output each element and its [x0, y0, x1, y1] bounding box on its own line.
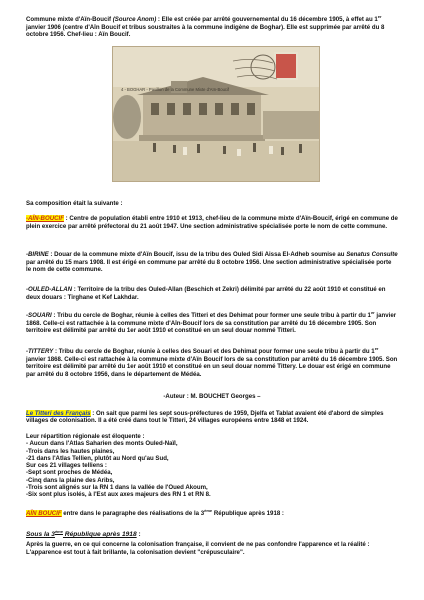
list-item: -Cinq dans la plaine des Aribs,: [26, 476, 115, 484]
heading-part-b: République après 1918: [62, 531, 137, 538]
birine-text-b: par arrêté du 15 mars 1908. Il est érigé en commune par arrêté du 8 octobre 1956. Une section administrative spécialisée porte le nom de cette commune.: [26, 258, 392, 274]
republic-text-b: République après 1918 :: [212, 510, 284, 517]
tittery-sup: er: [374, 345, 379, 351]
list-item: - Aucun dans l'Atlas Saharien des monts Ouled-Naïl,: [26, 440, 178, 448]
list-item: Leur répartition régionale est éloquente :: [26, 433, 145, 440]
birine-text-a: : Douar de la commune mixte d'Aïn Boucif, issu de la tribu des Ouled Sidi Aissa El-Adheb soumise au: [48, 251, 347, 258]
list-item: -Sept sont proches de Médéa,: [26, 469, 113, 477]
republic-sup: ème: [204, 507, 213, 513]
postcard-illustration: [113, 47, 319, 181]
birine-label: -BIRINE: [26, 251, 49, 258]
senatus-consulte: Senatus Consulte: [346, 251, 398, 258]
birine-entry: [26, 251, 398, 274]
republic-text-a: entre dans le paragraphe des réalisations de la 3: [61, 510, 205, 517]
list-item: -Trois sont alignés sur la RN 1 dans la vallée de l'Oued Akoum,: [26, 484, 208, 492]
composition-heading: Sa composition était la suivante :: [26, 200, 123, 207]
list-item: -21 dans l'Atlas Tellien, plutôt au Nord qu'au Sud,: [26, 454, 169, 462]
source-note: (Source Anom): [112, 16, 157, 23]
list-item: -Six sont plus isolés, à l'Est aux axes majeurs des RN 1 et RN 8.: [26, 491, 211, 499]
intro-sup: er: [377, 13, 382, 19]
tittery-entry: [26, 345, 398, 378]
souari-text-b: janvier 1868. Celle-ci est rattachée à la commune mixte d'Aïn-Boucif lors de sa constitution par arrêté du 16 décembre 1905. Son territoire est délimité par arrêté du 1er août 1910 et constitué en un seul douar nommé Titteri.: [26, 312, 397, 335]
commune-name: Commune mixte d'Aïn-Boucif: [26, 16, 112, 23]
ain-boucif-label-2: AÏN BOUCIF: [26, 510, 62, 517]
postage-stamp: [275, 53, 297, 79]
list-item: Sur ces 21 villages telliens :: [26, 462, 107, 470]
ain-boucif-text: : Centre de population établi entre 1910 et 1913, chef-lieu de la commune mixte d'Aïn-Boucif, érigé en commune de plein exercice par arrêté préfectoral du 21 août 1947. Une section administrative spécialisée porte le nom de cette commune.: [26, 215, 398, 230]
souari-text-a: : Tribu du cercle de Boghar, réunie à celles des Titteri et des Dehimat pour former une seule tribu à partir du 1: [51, 312, 371, 319]
tittery-text-a: : Tribu du cercle de Boghar, réunie à celles des Souari et des Dehimat pour former une seule tribu à partir du 1: [53, 348, 375, 355]
tittery-text-b: janvier 1868. Celle-ci est rattachée à la commune mixte d'Aïn Boucif lors de sa constitution par arrêté du 16 décembre 1905. Son territoire est délimité par arrêté du 1er août 1910 et constitué en un seul douar nommé Tittery. Le douar est érigé en commune par arrêté du 8 octobre 1956, dans le département de Médéa.: [26, 355, 398, 378]
ouled-allan-label: -OULED-ALLAN: [26, 286, 73, 293]
author-line: -Auteur : M. BOUCHET Georges –: [163, 393, 261, 400]
ain-boucif-label: -AÏN-BOUCIF: [26, 215, 64, 222]
souari-entry: [26, 309, 398, 335]
heading-sup: ème: [54, 528, 63, 534]
titteri-text: : On sait que parmi les sept sous-préfectures de 1959, Djelfa et Tablat avaient été d'abord de simples villages de colonisation. Il a été créé dans tout le Titteri, 24 villages européens entre 1848 et 1924.: [26, 410, 384, 425]
ouled-allan-text: : Territoire de la tribu des Ouled-Allan (Beschich et Zekri) délimité par arrêté du 22 août 1910 et constitué en deux douars : Tirghane et Kef Lakhdar.: [26, 286, 386, 301]
titteri-entry: [26, 410, 398, 425]
postcard-caption: 4 - BOGHAR - Pavillon de la Commune Mixte d'Aïn-Boucif: [121, 87, 230, 92]
intro-paragraph: [26, 13, 398, 39]
heading-part-a: Sous la 3: [26, 531, 55, 538]
ain-boucif-republic-line: [26, 507, 398, 518]
historical-postcard-photo: [112, 46, 320, 182]
list-item: -Trois dans les hautes plaines,: [26, 447, 115, 455]
ain-boucif-entry: [26, 215, 398, 230]
titteri-list: [26, 433, 398, 499]
tittery-label: -TITTERY: [26, 348, 54, 355]
ouled-allan-entry: [26, 286, 398, 301]
souari-sup: er: [370, 309, 375, 315]
sous-la-republique-heading: [26, 528, 398, 539]
heading-colon: :: [136, 531, 141, 538]
intro-text-b: janvier 1906 (centre d'Aïn Boucif et tribus soustraites à la commune indigène de Boghar). Elle est supprimée par arrêté du 8 octobre 1956. Chef-lieu : Aïn Boucif.: [26, 23, 385, 39]
sous-la-republique-text: Après la guerre, en ce qui concerne la colonisation française, il convient de ne pas confondre l'apparence et la réalité : L'apparence est tout à fait brillante, la colonisation devient "crépusculaire".: [26, 541, 370, 556]
titteri-label: Le Titteri des Français: [26, 410, 91, 417]
intro-text-a: : Elle est créée par arrêté gouvernemental du 16 décembre 1905, à effet au 1: [156, 16, 378, 23]
souari-label: -SOUARI: [26, 312, 52, 319]
